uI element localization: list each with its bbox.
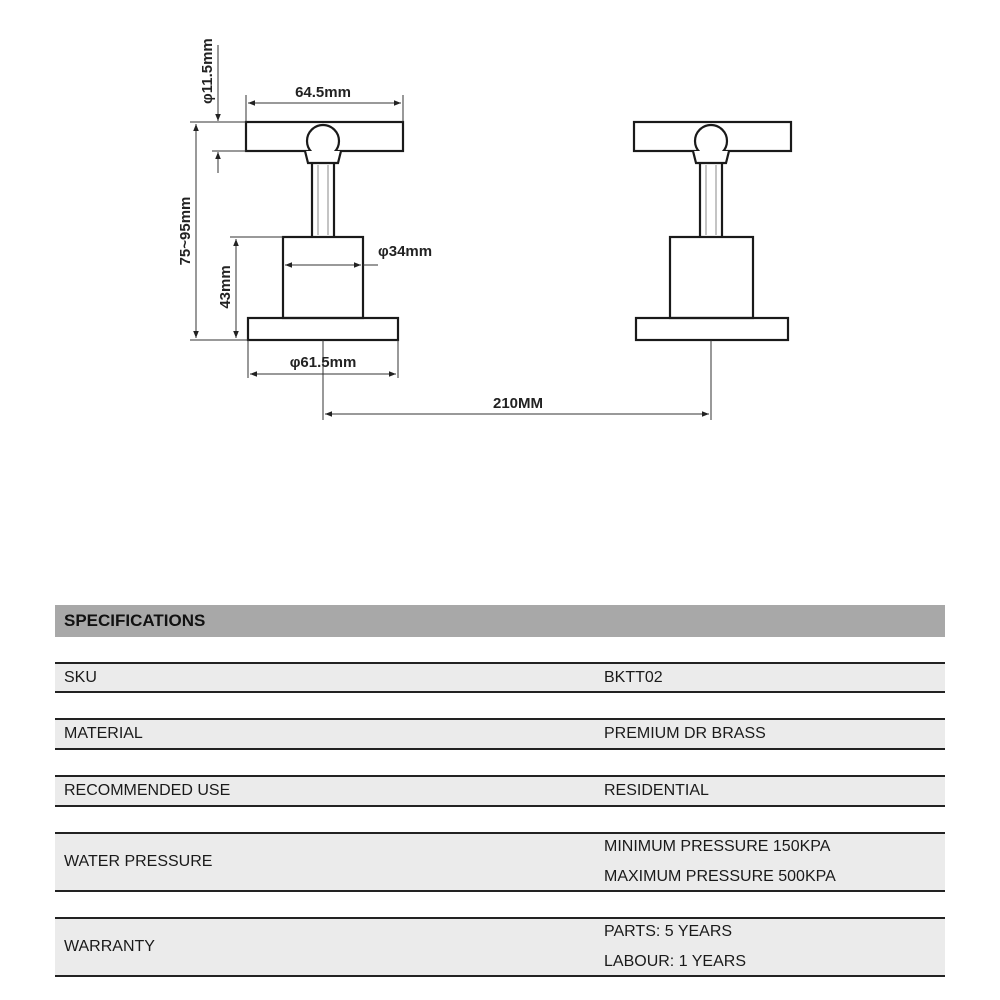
- dim-body-height: 43mm: [217, 265, 234, 309]
- spec-value-line: RESIDENTIAL: [604, 782, 709, 799]
- spec-value: [604, 919, 746, 975]
- spec-label: SKU: [64, 668, 97, 686]
- spec-row-warranty: [55, 917, 945, 977]
- left-tap-outline: [246, 122, 403, 340]
- spec-value-line: PREMIUM DR BRASS: [604, 725, 766, 742]
- dim-overall-height: 75~95mm: [177, 196, 194, 266]
- spec-value: [604, 777, 709, 805]
- spec-value: [604, 720, 766, 748]
- dimension-lines: [190, 45, 711, 420]
- spec-label: WATER PRESSURE: [64, 853, 213, 870]
- spec-label: RECOMMENDED USE: [64, 782, 231, 799]
- spec-value-line: MINIMUM PRESSURE 150KPA: [604, 838, 831, 855]
- spec-value: [604, 834, 836, 890]
- specifications-table: [55, 605, 945, 970]
- spec-row-sku: [55, 662, 945, 693]
- specifications-header: SPECIFICATIONS: [55, 605, 945, 637]
- left-tap-shading: [318, 165, 328, 235]
- right-tap-shading: [706, 165, 716, 235]
- dim-body-diameter: φ34mm: [378, 243, 433, 260]
- right-tap-outline: [634, 122, 791, 340]
- dim-handle-diameter: φ11.5mm: [199, 38, 216, 104]
- spec-row-recommended-use: [55, 775, 945, 807]
- spec-label: WARRANTY: [64, 938, 155, 955]
- spec-row-water-pressure: [55, 832, 945, 892]
- spec-value-line: PARTS: 5 YEARS: [604, 923, 733, 940]
- spec-value-line: BKTT02: [604, 668, 663, 686]
- spec-value: [604, 664, 663, 691]
- dim-handle-width: 64.5mm: [295, 84, 351, 101]
- spec-label: MATERIAL: [64, 725, 143, 742]
- spec-value-line: MAXIMUM PRESSURE 500KPA: [604, 868, 836, 885]
- spec-row-material: [55, 718, 945, 750]
- spec-value-line: LABOUR: 1 YEARS: [604, 953, 746, 970]
- dim-centres: 210MM: [492, 395, 544, 412]
- dim-base-diameter: φ61.5mm: [289, 354, 357, 371]
